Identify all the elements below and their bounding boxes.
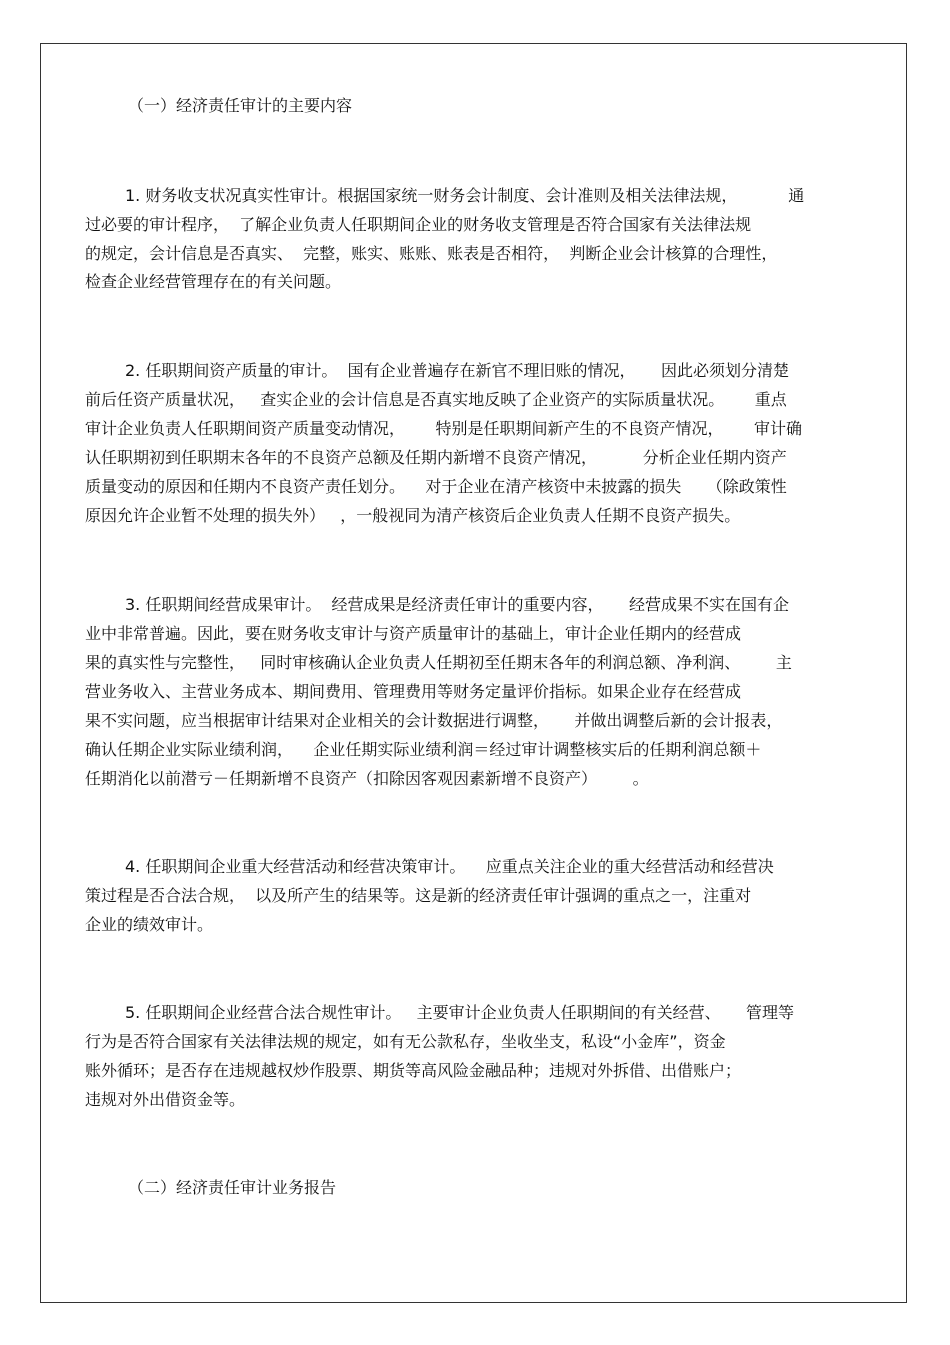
para-5-line-1: 5. 任职期间企业经营合法合规性审计。 主要审计企业负责人任职期间的有关经营、 管理等 — [125, 1003, 795, 1022]
para-3-line-1: 3. 任职期间经营成果审计。 经营成果是经济责任审计的重要内容， 经营成果不实在国有企 — [125, 595, 789, 614]
para-2-line-3: 审计企业负责人任职期间资产质量变动情况， 特别是任职期间新产生的不良资产情况， 审计确 — [85, 419, 803, 438]
para-3-line-5: 果不实问题，应当根据审计结果对企业相关的会计数据进行调整， 并做出调整后新的会计报表， — [85, 711, 783, 730]
para-4-line-1: 4. 任职期间企业重大经营活动和经营决策审计。 应重点关注企业的重大经营活动和经营决 — [125, 857, 774, 876]
para-3-line-3: 果的真实性与完整性， 同时审核确认企业负责人任期初至任期末各年的利润总额、净利润、 主 — [85, 653, 792, 672]
para-5-line-3: 账外循环；是否存在违规越权炒作股票、期货等高风险金融品种；违规对外拆借、出借账户； — [85, 1061, 742, 1080]
para-2-line-2: 前后任资产质量状况， 查实企业的会计信息是否真实地反映了企业资产的实际质量状况。 重点 — [85, 390, 787, 409]
para-5-line-4: 违规对外出借资金等。 — [85, 1090, 246, 1109]
para-3-line-4: 营业务收入、主营业务成本、期间费用、管理费用等财务定量评价指标。如果企业存在经营成 — [85, 682, 742, 701]
para-2-line-5: 质量变动的原因和任期内不良资产责任划分。 对于企业在清产核资中未披露的损失 （除政策性 — [85, 477, 787, 496]
para-4-line-2: 策过程是否合法合规， 以及所产生的结果等。这是新的经济责任审计强调的重点之一，注重对 — [85, 886, 752, 905]
para-5-line-2: 行为是否符合国家有关法律法规的规定，如有无公款私存，坐收坐支，私设“小金库”，资金 — [85, 1032, 726, 1051]
para-1-line-4: 检查企业经营管理存在的有关问题。 — [85, 272, 342, 291]
section-heading-1: （一）经济责任审计的主要内容 — [128, 96, 353, 115]
para-2-line-1: 2. 任职期间资产质量的审计。 国有企业普遍存在新官不理旧账的情况， 因此必须划分清楚 — [125, 361, 789, 380]
para-3-line-2: 业中非常普遍。因此，要在财务收支审计与资产质量审计的基础上，审计企业任期内的经营成 — [85, 624, 742, 643]
para-1-line-2: 过必要的审计程序， 了解企业负责人任职期间企业的财务收支管理是否符合国家有关法律法规 — [85, 215, 752, 234]
para-3-line-7: 任期消化以前潜亏－任期新增不良资产（扣除因客观因素新增不良资产） 。 — [85, 769, 649, 788]
para-2-line-4: 认任职期初到任职期末各年的不良资产总额及任期内新增不良资产情况， 分析企业任期内资产 — [85, 448, 787, 467]
para-1-line-3: 的规定，会计信息是否真实、 完整，账实、账账、账表是否相符， 判断企业会计核算的合理性， — [85, 244, 778, 263]
section-heading-2: （二）经济责任审计业务报告 — [128, 1178, 337, 1197]
para-3-line-6: 确认任期企业实际业绩利润， 企业任期实际业绩利润＝经过审计调整核实后的任期利润总额＋ — [85, 740, 762, 759]
para-1-line-1: 1. 财务收支状况真实性审计。根据国家统一财务会计制度、会计准则及相关法律法规， 通 — [125, 186, 805, 205]
para-4-line-3: 企业的绩效审计。 — [85, 915, 214, 934]
para-2-line-6: 原因允许企业暂不处理的损失外） ，一般视同为清产核资后企业负责人任期不良资产损失。 — [85, 506, 741, 525]
